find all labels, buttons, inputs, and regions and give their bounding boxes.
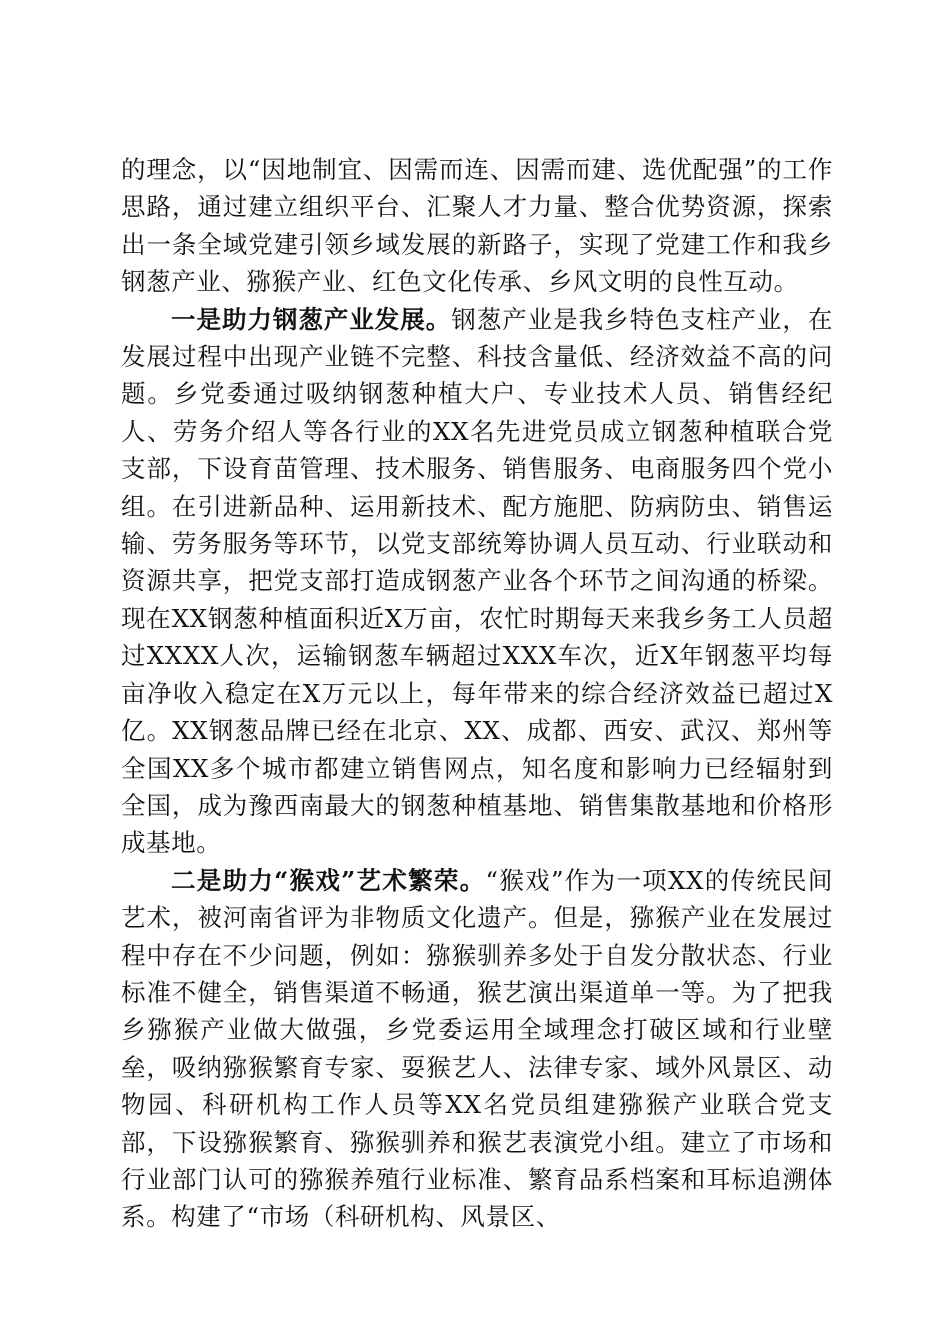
paragraph-scallion-industry: [121, 301, 833, 862]
document-body: [121, 151, 833, 1236]
paragraph-intro-text: 的理念，以“因地制宜、因需而连、因需而建、选优配强”的工作思路，通过建立组织平台、汇聚人才力量、整合优势资源，探索出一条全域党建引领乡域发展的新路子，实现了党建工作和我乡钢葱产业、猕猴产业、红色文化传承、乡风文明的良性互动。: [121, 155, 833, 297]
paragraph-monkey-show: [121, 862, 833, 1236]
paragraph-scallion-heading: 一是助力钢葱产业发展。: [171, 304, 452, 334]
paragraph-monkey-heading: 二是助力“猴戏”艺术繁荣。: [171, 865, 486, 895]
paragraph-monkey-text: “猴戏”作为一项XX的传统民间艺术，被河南省评为非物质文化遗产。但是，猕猴产业在发展过程中存在不少问题，例如：猕猴驯养多处于自发分散状态、行业标准不健全，销售渠道不畅通，猴艺演出渠道单一等。为了把我乡猕猴产业做大做强，乡党委运用全域理念打破区域和行业壁垒，吸纳猕猴繁育专家、耍猴艺人、法律专家、域外风景区、动物园、科研机构工作人员等XX名党员组建猕猴产业联合党支部，下设猕猴繁育、猕猴驯养和猴艺表演党小组。建立了市场和行业部门认可的猕猴养殖行业标准、繁育品系档案和耳标追溯体系。构建了“市场（科研机构、风景区、: [121, 865, 834, 1232]
paragraph-scallion-text: 钢葱产业是我乡特色支柱产业，在发展过程中出现产业链不完整、科技含量低、经济效益不高的问题。乡党委通过吸纳钢葱种植大户、专业技术人员、销售经纪人、劳务介绍人等各行业的XX名先进党员成立钢葱种植联合党支部，下设育苗管理、技术服务、销售服务、电商服务四个党小组。在引进新品种、运用新技术、配方施肥、防病防虫、销售运输、劳务服务等环节，以党支部统筹协调人员互动、行业联动和资源共享，把党支部打造成钢葱产业各个环节之间沟通的桥梁。现在XX钢葱种植面积近X万亩，农忙时期每天来我乡务工人员超过XXXX人次，运输钢葱车辆超过XXX车次，近X年钢葱平均每亩净收入稳定在X万元以上，每年带来的综合经济效益已超过X亿。XX钢葱品牌已经在北京、XX、成都、西安、武汉、郑州等全国XX多个城市都建立销售网点，知名度和影响力已经辐射到全国，成为豫西南最大的钢葱种植基地、销售集散基地和价格形成基地。: [121, 304, 833, 858]
paragraph-intro: [121, 151, 833, 301]
